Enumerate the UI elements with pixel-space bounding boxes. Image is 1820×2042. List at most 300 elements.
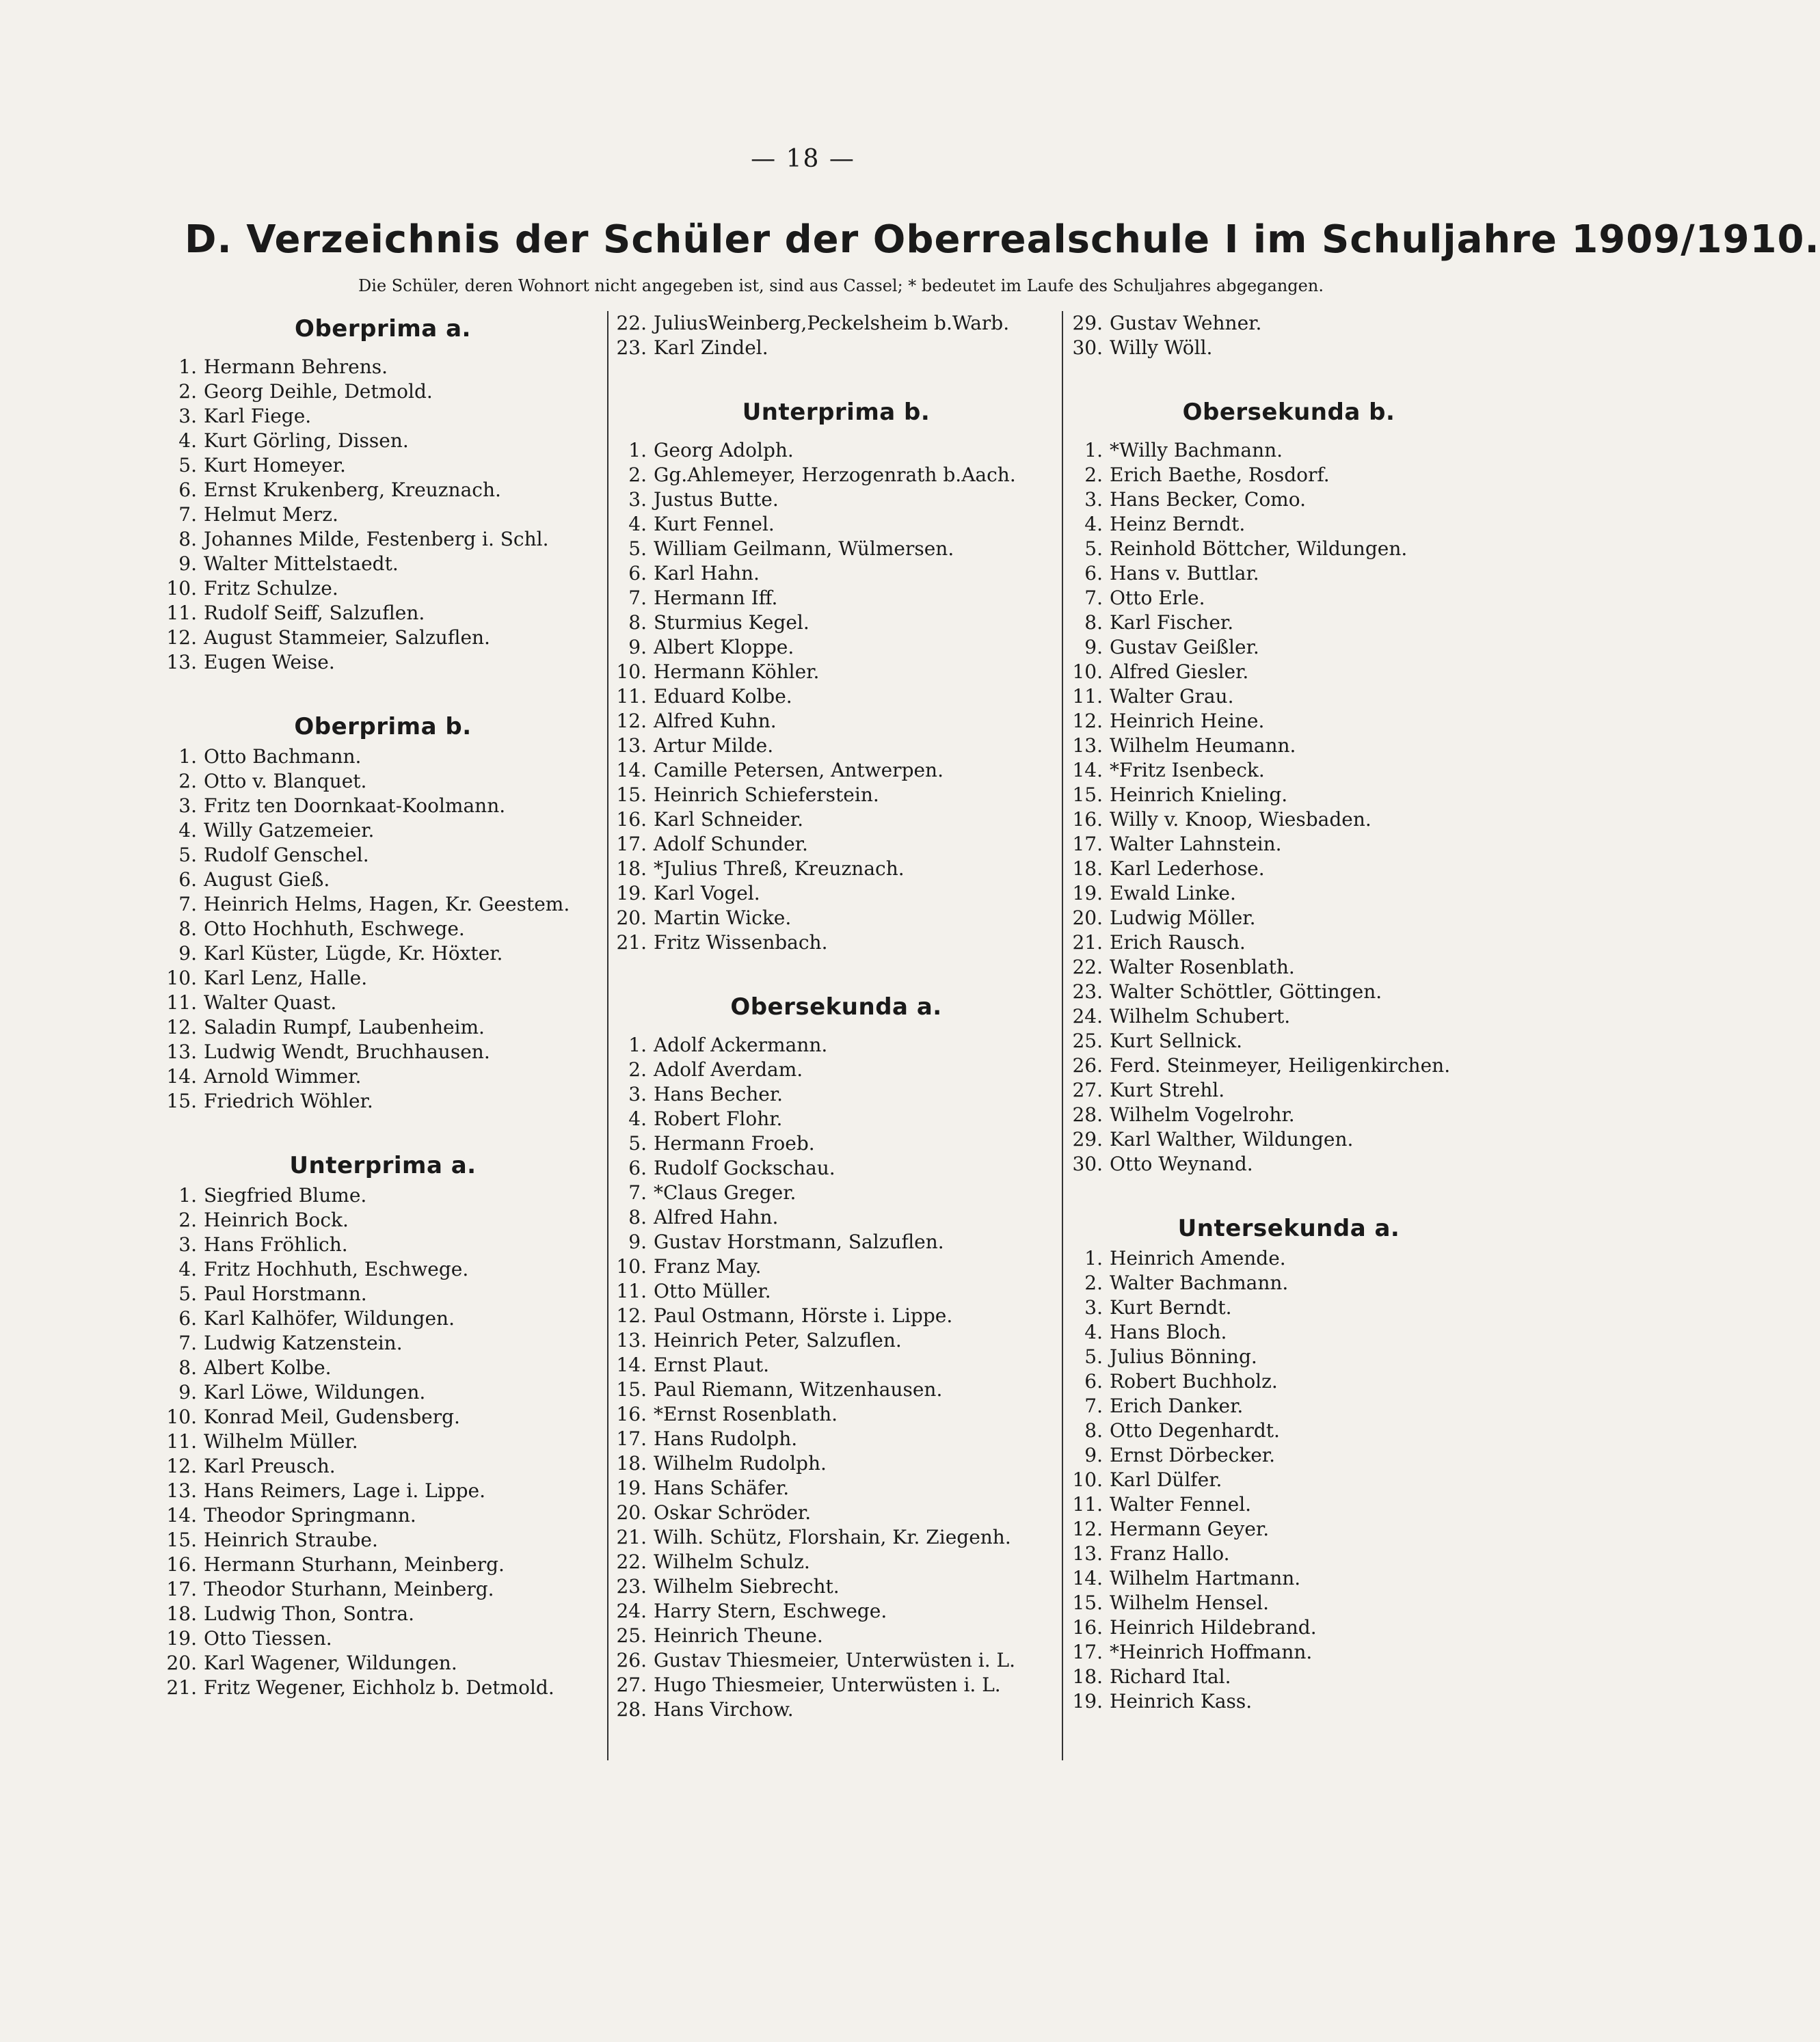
student-name: Hans Bloch. [1110,1321,1227,1343]
student-number: 28. [616,1698,647,1721]
student-entry [164,1064,602,1089]
student-entry [1070,1029,1508,1053]
student-entry [614,1525,1058,1550]
student-name: Heinrich Theune. [654,1624,823,1647]
column-right [1070,311,1508,1714]
student-number: 9. [178,1381,197,1403]
student-number: 15. [166,1090,197,1112]
student-name: *Claus Greger. [654,1181,797,1204]
student-entry [1070,1443,1508,1468]
student-name: Hermann Froeb. [654,1132,815,1155]
student-entry [614,1697,1058,1722]
student-number: 20. [1072,906,1103,929]
student-number: 5. [628,1132,647,1155]
student-name: Ludwig Katzenstein. [204,1332,403,1354]
student-name: Johannes Milde, Festenberg i. Schl. [204,528,549,550]
student-name: Heinrich Kass. [1110,1690,1253,1712]
student-list-unterprima-a-continued [614,311,1058,360]
student-number: 6. [628,1157,647,1179]
student-number: 16. [616,1403,647,1425]
student-number: 11. [616,1280,647,1302]
student-entry [164,1553,602,1577]
student-entry [614,512,1058,537]
student-name: Arnold Wimmer. [204,1065,362,1088]
student-name: Friedrich Wöhler. [204,1090,373,1112]
student-name: Franz May. [654,1255,762,1278]
student-entry [614,930,1058,955]
student-entry [164,1602,602,1626]
student-entry [614,635,1058,660]
student-number: 7. [178,1332,197,1354]
student-name: Otto Müller. [654,1280,771,1302]
student-entry [614,336,1058,360]
student-entry [1070,1152,1508,1177]
student-entry [1070,1295,1508,1320]
student-number: 20. [166,1652,197,1674]
student-entry [164,794,602,818]
student-name: Karl Fiege. [204,405,312,427]
student-entry [614,832,1058,857]
student-name: *Julius Threß, Kreuznach. [654,857,905,880]
student-number: 12. [166,1455,197,1477]
student-number: 8. [628,611,647,634]
student-name: Alfred Hahn. [654,1206,779,1228]
student-number: 6. [178,868,197,891]
student-entry [164,1380,602,1405]
student-list-oberprima-a [164,355,602,675]
student-number: 13. [616,734,647,757]
student-name: Sturmius Kegel. [654,611,809,634]
student-entry [1070,1320,1508,1345]
student-entry [614,1476,1058,1501]
student-entry [614,586,1058,610]
student-list-untersekunda-a [1070,1246,1508,1714]
student-number: 12. [1072,1518,1103,1540]
student-name: Fritz ten Doornkaat-Koolmann. [204,794,506,817]
student-number: 4. [1084,513,1103,535]
student-number: 1. [628,439,647,461]
student-entry [164,650,602,675]
student-number: 26. [1072,1054,1103,1077]
student-name: Hermann Geyer. [1110,1518,1270,1540]
student-name: Justus Butte. [654,488,779,511]
student-entry [164,1479,602,1503]
student-entry [614,1033,1058,1058]
student-entry [1070,561,1508,586]
student-number: 15. [616,1378,647,1401]
student-name: Wilhelm Rudolph. [654,1452,827,1475]
student-number: 25. [616,1624,647,1647]
student-entry [164,601,602,626]
student-entry [1070,1419,1508,1443]
student-entry [164,1306,602,1331]
student-list-obersekunda-b [1070,438,1508,1177]
student-number: 9. [178,552,197,575]
student-name: Gustav Thiesmeier, Unterwüsten i. L. [654,1649,1016,1671]
column-left [164,311,602,1700]
student-name: Otto Erle. [1110,587,1205,609]
student-number: 6. [628,562,647,585]
student-name: August Gieß. [204,868,330,891]
student-number: 13. [166,651,197,673]
student-entry [164,527,602,552]
student-number: 13. [1072,734,1103,757]
student-name: Albert Kloppe. [654,636,794,658]
student-name: Ludwig Möller. [1110,906,1256,929]
student-entry [1070,1492,1508,1517]
student-name: Hans Virchow. [654,1698,794,1721]
student-name: Wilhelm Heumann. [1110,734,1296,757]
student-entry [164,552,602,576]
student-number: 19. [1072,1690,1103,1712]
student-number: 19. [1072,882,1103,904]
student-entry [614,463,1058,487]
student-name: Karl Küster, Lügde, Kr. Höxter. [204,942,503,965]
student-number: 4. [628,1107,647,1130]
student-entry [1070,734,1508,758]
student-entry [1070,1542,1508,1566]
student-entry [164,379,602,404]
student-name: Otto Hochhuth, Eschwege. [204,917,465,940]
student-number: 19. [616,1477,647,1499]
student-name: Paul Horstmann. [204,1282,367,1305]
student-number: 13. [166,1479,197,1502]
student-number: 23. [1072,980,1103,1003]
student-entry [614,783,1058,807]
student-entry [164,1040,602,1064]
student-number: 3. [178,405,197,427]
student-entry [1070,1640,1508,1665]
student-name: Heinrich Helms, Hagen, Kr. Geestem. [204,893,570,915]
student-entry [614,1181,1058,1205]
student-name: Adolf Schunder. [654,833,808,855]
student-entry [164,404,602,429]
student-number: 7. [178,893,197,915]
student-entry [614,881,1058,906]
student-entry [164,1626,602,1651]
student-number: 29. [1072,312,1103,334]
student-number: 8. [178,528,197,550]
student-entry [164,576,602,601]
student-number: 16. [1072,1616,1103,1639]
student-entry [614,1205,1058,1230]
student-entry [164,1405,602,1429]
student-name: Willy v. Knoop, Wiesbaden. [1110,808,1371,831]
student-name: Kurt Berndt. [1110,1296,1232,1319]
student-name: Hans Becher. [654,1083,784,1105]
student-name: Fritz Wegener, Eichholz b. Detmold. [204,1676,554,1699]
student-name: Hermann Iff. [654,587,778,609]
student-number: 11. [166,1430,197,1453]
student-entry [1070,1271,1508,1295]
class-heading-oberprima-b: Oberprima b. [294,713,472,740]
student-number: 2. [178,380,197,403]
student-name: Hermann Sturhann, Meinberg. [204,1553,505,1576]
student-entry [164,1282,602,1306]
class-heading-obersekunda-b: Obersekunda b. [1182,399,1395,426]
student-number: 5. [178,844,197,866]
student-number: 21. [1072,931,1103,954]
student-name: Walter Quast. [204,991,337,1014]
student-name: Hans Schäfer. [654,1477,790,1499]
student-number: 11. [1072,1493,1103,1516]
student-entry [614,561,1058,586]
student-entry [164,1503,602,1528]
student-name: Hans Fröhlich. [204,1233,348,1256]
student-entry [1070,1053,1508,1078]
student-name: Robert Buchholz. [1110,1370,1278,1393]
student-entry [614,709,1058,734]
student-number: 15. [1072,1591,1103,1614]
student-entry [1070,311,1508,336]
student-entry [164,1651,602,1676]
student-name: Artur Milde. [654,734,774,757]
student-number: 7. [628,587,647,609]
student-number: 18. [166,1602,197,1625]
student-name: Heinrich Bock. [204,1209,349,1231]
student-entry [1070,1103,1508,1127]
student-number: 23. [616,1575,647,1598]
student-name: Erich Baethe, Rosdorf. [1110,464,1330,486]
student-name: Ernst Krukenberg, Kreuznach. [204,479,501,501]
student-number: 5. [1084,1345,1103,1368]
student-entry [614,857,1058,881]
student-entry [164,1676,602,1700]
student-number: 7. [1084,587,1103,609]
student-number: 12. [1072,710,1103,732]
student-entry [1070,1246,1508,1271]
student-number: 23. [616,336,647,359]
student-number: 2. [178,770,197,792]
student-number: 10. [1072,660,1103,683]
student-number: 9. [628,636,647,658]
student-number: 14. [1072,1567,1103,1589]
student-entry [1070,857,1508,881]
student-entry [164,1454,602,1479]
student-number: 4. [178,429,197,452]
student-name: Theodor Springmann. [204,1504,416,1527]
student-entry [1070,1615,1508,1640]
student-name: Hans v. Buttlar. [1110,562,1259,585]
student-name: Theodor Sturhann, Meinberg. [204,1578,494,1600]
student-entry [164,941,602,966]
student-entry [164,1089,602,1114]
student-entry [614,610,1058,635]
student-number: 17. [1072,833,1103,855]
student-name: Fritz Hochhuth, Eschwege. [204,1258,469,1280]
student-entry [164,1577,602,1602]
student-number: 4. [1084,1321,1103,1343]
student-name: Walter Bachmann. [1110,1272,1289,1294]
student-number: 1. [178,355,197,378]
student-name: Willy Wöll. [1110,336,1213,359]
student-name: Wilhelm Schubert. [1110,1005,1291,1027]
student-number: 20. [616,1501,647,1524]
student-entry [164,1331,602,1356]
student-entry [614,1328,1058,1353]
student-number: 1. [1084,1247,1103,1269]
student-entry [1070,1468,1508,1492]
student-number: 7. [1084,1395,1103,1417]
student-name: Camille Petersen, Antwerpen. [654,759,944,781]
student-name: Adolf Ackermann. [654,1034,828,1056]
student-name: Wilh. Schütz, Florshain, Kr. Ziegenh. [654,1526,1011,1548]
student-name: *Heinrich Hoffmann. [1110,1641,1313,1663]
column-divider [1062,311,1063,1760]
student-name: Hans Becker, Como. [1110,488,1306,511]
student-name: Georg Deihle, Detmold. [204,380,433,403]
student-number: 17. [1072,1641,1103,1663]
student-entry [614,1501,1058,1525]
student-number: 1. [178,1184,197,1207]
student-name: Walter Rosenblath. [1110,956,1295,978]
student-entry [1070,709,1508,734]
student-name: Rudolf Seiff, Salzuflen. [204,602,425,624]
student-entry [164,626,602,650]
page-number: — 18 — [751,145,855,173]
student-number: 6. [1084,1370,1103,1393]
student-entry [1070,684,1508,709]
student-entry [614,1427,1058,1451]
student-entry [614,1673,1058,1697]
student-entry [1070,881,1508,906]
student-number: 16. [1072,808,1103,831]
student-name: Ludwig Thon, Sontra. [204,1602,414,1625]
student-number: 9. [1084,636,1103,658]
student-name: Paul Riemann, Witzenhausen. [654,1378,943,1401]
student-number: 14. [166,1504,197,1527]
student-list-unterprima-b [614,438,1058,955]
student-number: 26. [616,1649,647,1671]
student-number: 11. [1072,685,1103,708]
student-number: 21. [166,1676,197,1699]
student-name: Wilhelm Hartmann. [1110,1567,1301,1589]
student-name: Wilhelm Hensel. [1110,1591,1270,1614]
student-entry [164,429,602,453]
student-name: Eugen Weise. [204,651,335,673]
student-entry [164,1356,602,1380]
student-number: 9. [628,1231,647,1253]
student-number: 2. [1084,464,1103,486]
student-entry [164,1208,602,1233]
student-number: 3. [1084,1296,1103,1319]
student-entry [614,734,1058,758]
student-number: 16. [166,1553,197,1576]
student-name: Kurt Görling, Dissen. [204,429,409,452]
student-name: Gustav Geißler. [1110,636,1259,658]
student-number: 2. [628,1058,647,1081]
student-name: Otto Weynand. [1110,1153,1253,1175]
student-number: 3. [1084,488,1103,511]
student-name: Paul Ostmann, Hörste i. Lippe. [654,1304,953,1327]
student-number: 13. [616,1329,647,1352]
student-number: 8. [178,917,197,940]
student-entry [1070,758,1508,783]
student-name: *Ernst Rosenblath. [654,1403,838,1425]
student-name: Ewald Linke. [1110,882,1236,904]
column-middle [614,311,1058,1722]
student-number: 8. [628,1206,647,1228]
student-entry [164,1233,602,1257]
student-name: Willy Gatzemeier. [204,819,375,842]
student-entry [1070,537,1508,561]
student-name: Heinrich Schieferstein. [654,783,879,806]
student-number: 4. [178,819,197,842]
student-name: Georg Adolph. [654,439,794,461]
student-name: Fritz Wissenbach. [654,931,828,954]
student-number: 14. [616,1354,647,1376]
student-number: 18. [1072,1665,1103,1688]
student-name: Richard Ital. [1110,1665,1231,1688]
student-entry [614,438,1058,463]
student-name: Hugo Thiesmeier, Unterwüsten i. L. [654,1674,1001,1696]
student-name: Wilhelm Vogelrohr. [1110,1103,1295,1126]
student-number: 3. [628,488,647,511]
student-entry [1070,832,1508,857]
student-number: 19. [616,882,647,904]
student-name: Heinrich Peter, Salzuflen. [654,1329,902,1352]
student-number: 6. [1084,562,1103,585]
student-number: 9. [178,942,197,965]
student-name: Ferd. Steinmeyer, Heiligenkirchen. [1110,1054,1451,1077]
student-entry [614,906,1058,930]
student-entry [164,744,602,769]
student-number: 29. [1072,1128,1103,1151]
student-number: 10. [166,1406,197,1428]
student-name: *Fritz Isenbeck. [1110,759,1265,781]
student-entry [164,966,602,991]
student-number: 15. [166,1529,197,1551]
student-number: 22. [616,312,647,334]
class-heading-obersekunda-a: Obersekunda a. [730,993,942,1021]
student-entry [614,1624,1058,1648]
student-number: 15. [616,783,647,806]
student-list-oberprima-b [164,744,602,1114]
student-number: 11. [616,685,647,708]
column-divider [607,311,608,1760]
student-name: Karl Zindel. [654,336,768,359]
student-number: 5. [628,537,647,560]
student-number: 7. [178,503,197,526]
student-name: Heinz Berndt. [1110,513,1246,535]
student-entry [1070,906,1508,930]
student-entry [614,1304,1058,1328]
class-heading-untersekunda-a: Untersekunda a. [1177,1215,1400,1242]
student-entry [164,818,602,843]
student-number: 6. [178,479,197,501]
student-entry [614,1156,1058,1181]
student-number: 5. [178,1282,197,1305]
page-title: D. Verzeichnis der Schüler der Oberrealschule I im Schuljahre 1909/1910. [185,217,1820,262]
student-name: Wilhelm Siebrecht. [654,1575,840,1598]
student-entry [164,1183,602,1208]
student-name: Otto Tiessen. [204,1627,332,1650]
student-entry [164,1429,602,1454]
student-entry [164,1015,602,1040]
student-name: Alfred Kuhn. [654,710,777,732]
student-entry [1070,336,1508,360]
student-name: Wilhelm Müller. [204,1430,358,1453]
student-number: 14. [166,1065,197,1088]
student-entry [1070,487,1508,512]
student-number: 1. [1084,439,1103,461]
student-number: 10. [616,660,647,683]
student-number: 11. [166,991,197,1014]
student-name: Walter Grau. [1110,685,1234,708]
student-entry [1070,1078,1508,1103]
student-name: Erich Rausch. [1110,931,1246,954]
student-entry [1070,1127,1508,1152]
